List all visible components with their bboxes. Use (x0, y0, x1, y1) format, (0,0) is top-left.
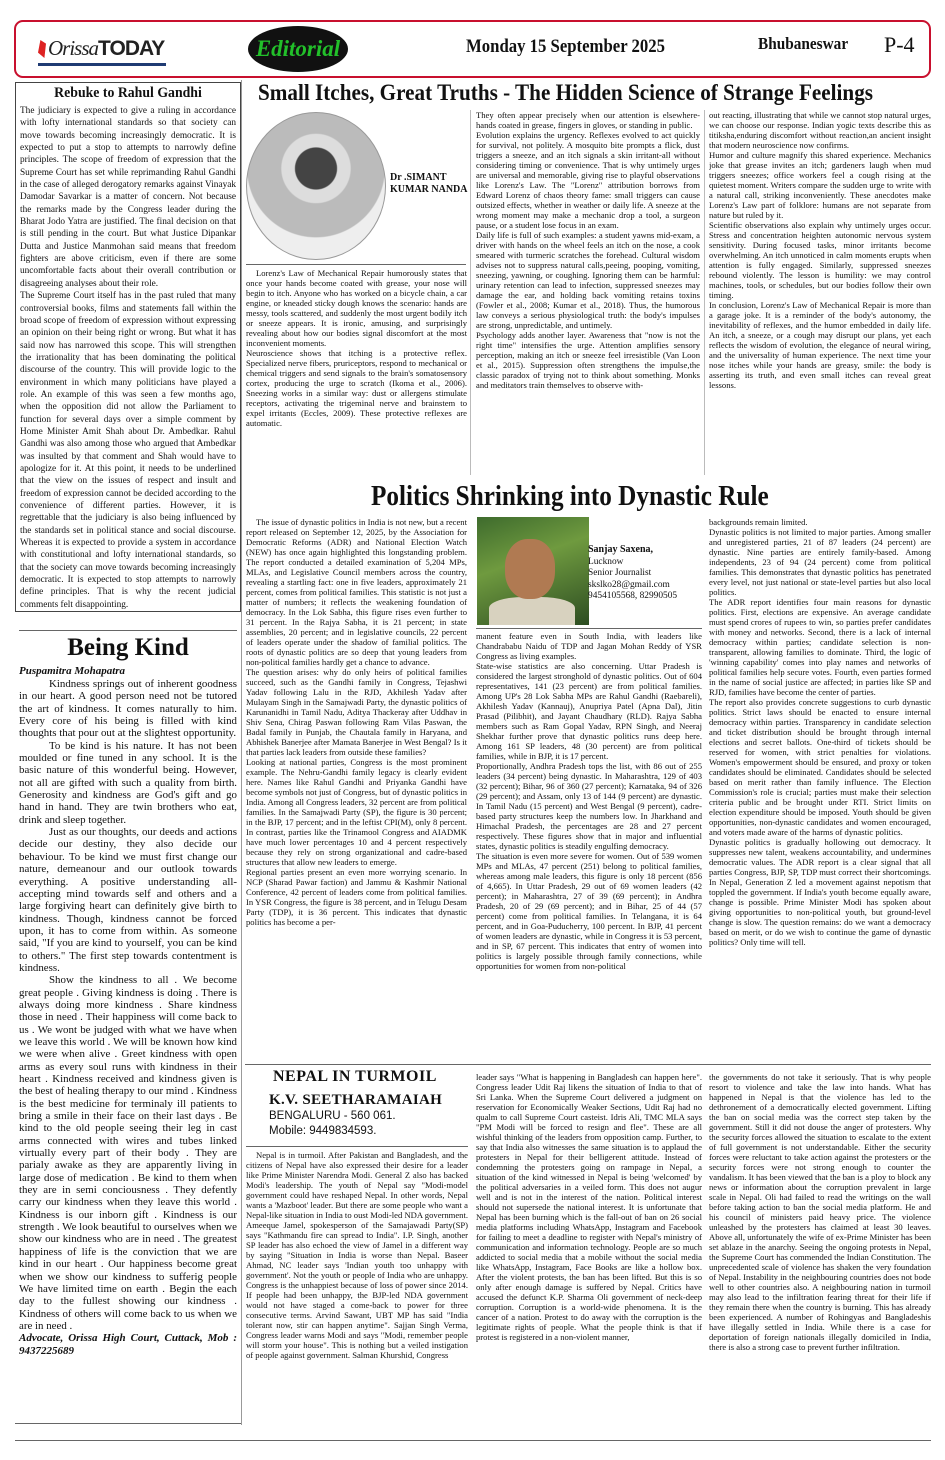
paragraph: The question arises: why do only heirs of political families succeed, such as the Gandhi family in Congress, Tejashwi Yadav following Lalu in the RJD, Akhilesh Yadav after Mulayam Singh in the Samajwadi Party, the dynastic politics of Karunanidhi in Tamil Nadu, Aditya Thackeray after Uddhav in Shiv Sena, Chirag Paswan following Ram Vilas Paswan, the Badal family in Punjab, the Chautala family in Haryana, and Abhishek Banerjee after Mamata Banerjee in West Bengal? Is it that parties lack leaders from outside these families? (246, 667, 467, 757)
paragraph: Looking at national parties, Congress is the most prominent example. The Nehru-Gandhi family legacy is clearly evident here. Names like Rahul Gandhi and Priyanka Gandhi have become symbols not just of Congress, but of dynastic politics in India. Among all Congress leaders, 32 percent are from political families. In the Samajwadi Party (SP), the figure is 30 percent; in the BJP, 17 percent; and in the leftist CPI(M), only 8 percent. In contrast, parties like the Trinamool Congress and AIADMK have much lower percentages 10 and 4 percent respectively because they rely on strong organizational and cadre-based structures that allow new leaders to emerge. (246, 757, 467, 867)
paragraph: leader says "What is happening in Bangladesh can happen here". Congress leader Udit Raj likens the situation of India to that of Sri Lanka. When the Supreme Court delivered a judgment on reservation for Economically Weaker Sections, Udit Raj had no qualm to call Supreme Court casteist. Idris Ali, TMC MLA says "PM Modi will be forced to resign and flee". These are all wishful thinking of the leaders from opposition camp. Further, to say that India also witnesses the same situation is to applaud the protesters in Nepal for their belligerent attitude. Instead of condemning the protesters going on rampage in Nepal, a situation of the kind witnessed in Nepal is being 'welcomed' by the political adversaries in a veiled form. This does not augur well and is not in the interest of the nation. Political interest should not supersede the national interest. It is unfortunate that Nepal has been burning which is the fall-out of ban on 26 social media platforms including WhatsApp, Instagram and Facebook for failing to meet a deadline to register with Nepal's ministry of communication and information technology. People are so much addicted to social media that a mobile without the social media like WhatsApp, Instagram, Face Books are like a hollow box. After the violent protests, the ban has been lifted. But this is so only after enough damage is suffered by Nepal. Critics have accused the defunct K.P. Sharma Oli government of neck-deep corruption. Corruption is a world-wide phenomena. It is the cancer of a nation. Protest to do away with the corruption is the legitimate rights of people. What the people think is that if protest is registered in a non-violent manner, (476, 1072, 702, 1342)
paragraph: Show the kindness to all . We become great people . Giving kindness is doing . There is always doing more kindness . Share kindness those in need . Their happiness will come back to us . We wont be judged with what we have when we leave this world . We will be known how kind we were when alive . Greet kindness with open arms as every soul runs with kindness in their heart . Kindness received and kindness given is the best of healing therapy to our mind . Kindness is the best medicine for terminaly ill patients to bring a smile in their face on their last days . Be kind to the old people seeing their leg in cast arms connected with wires and tubes linked virtually every part of their body . They are parialy awake as they are apparently living in large dose of medication . Be kind to them when they are in semi conciousness . They defently carry our kindness when they leave this world . Kindness is our inborn gift . Kindness is our strength . We look beautiful to ourselves when we show our kindness who are in need . The greatest happiness of life is the conviction that we are kind in our heart . Our happiness become great when we show our kindness to sufferig people We have limited time on earth . Begin the each day to the fullest showing our kindness . Kindness of others will come back to us when we are in need . (19, 974, 237, 1332)
paragraph: Lorenz's Law of Mechanical Repair humorously states that once your hands become coated with grease, your nose will begin to itch. Anyone who has worked on a bicycle chain, a car engine, or kneaded sticky dough knows the scenario: hands are messy, tools scattered, and suddenly the most urgent bodily itch or sneeze appears. It is ironic, amusing, and surprisingly revealing about how our bodies signal discomfort at the most inconvenient moments. (246, 268, 467, 348)
rebuke-editorial (15, 82, 241, 612)
paragraph: Dynastic politics is not limited to major parties. Among smaller and unregistered parties, 21 of 87 leaders (24 percent) are dynastic. Nine parties are entirely family-based. Among independents, 23 of 94 (24 percent) come from political families. This demonstrates that dynastic politics has penetrated every level, not just national or state-level parties but also local politics. (709, 527, 931, 597)
rebuke-title: Rebuke to Rahul Gandhi (54, 85, 202, 101)
paragraph: Nepal is in turmoil. After Pakistan and Bangladesh, and the citizens of Nepal have also expressed their desire for a leader like Prime Minister Narendra Modi. General Z also has backed Modi's leadership. The youth of Nepal say "Modi-model government could have reshaped Nepal. In other words, Nepal wants a 'Mazboot' leader. But there are some people who want a Nepal-like situation in India to oust Modi-led NDA government. Ameeque Jamel, spokesperson of the Samajawadi Party(SP) says "Kathmandu fire can spread to India". I.P. Singh, another SP leader has also echoed the view of Jamel in a different way by saying "Situation in India is worse than Nepal. Baseer Ahmad, NC leader says 'Indian youth too unhappy with government'. Not the youth or people of India who are unhappy. Congress is the unhappiest because of loss of power since 2014. If people had been unhappy, the BJP-led NDA government would not have staged a come-back to power for three consecutive terms. Arvind Sawant, UBT MP has said "India tolerant now, stir can happen anytime". Sajjan Singh Verma, Congress leader warns Modi and says "Modi, remember people will storm your house". This is nothing but a veiled instigation of people against government. Salman Khurshid, Congress (246, 1150, 468, 1360)
logo: OrissaTODAY (38, 36, 164, 61)
author-photo (246, 112, 386, 260)
paragraph: The Supreme Court itself has in the past ruled that many controversial books, films and statements fall within the broad scope of freedom of expression without expressing an opinion on their being right or wrong. But what it has said now has narrowed this scope. This will strengthen the irrationality that has been dominating the political discourse of the country. This will provide logic to the environment in which many politicians have played a role. An example of this was seen a few months ago, when the opposition did not allow the Parliament to function for several days over a simple comment by Home Minister Amit Shah about Dr. Ambedkar. Rahul Gandhi was also among those who argued that Ambedkar was insulted by that comment and Shah would have to apologize for it. At this point, it needs to be underlined that the view on the issues of respect and insult and freedom of expression cannot be decided according to the convenience of different parties. However, it is regrettable that the judiciary is also being influenced by the standards set in political stance and social discourse. Whereas it is expected to provide a system in accordance with constitutional and lofty international standards, so that the society can move towards becoming increasingly democratic. It is expected to stop attempts to narrowly define principles. That is why the recent judicial comments felt disappointing. (20, 291, 236, 610)
paragraph: Just as our thoughts, our deeds and actions decide our destiny, they also decide our behaviour. To be kind we must first change our nature, demeanour and our outlook towards everything. A positive understanding all-accepting mind towards self and others and a large forgiving heart can definitely give birth to kindness. Though, kindness cannot be forced upon, it has to come from within. As someone said, "If you are kind to yourself, you can be kind to others." The first step towards contentment is kindness. (19, 826, 237, 974)
being-kind-article (15, 630, 241, 1420)
author-email: skslko28@gmail.com (588, 579, 670, 590)
paragraph: Psychology adds another layer. Awareness that "now is not the right time" intensifies the urge. Attention amplifies sensory perception, making an itch or sneeze feel irresistible (Van Loon et al., 2015). Suppression often strengthens the impulse,the classic paradox of trying not to think about something. Monks and meditators train themselves to observe with- (476, 330, 700, 390)
author-info: Sanjay Saxena, Lucknow Senior Journalist skslko28@gmail.com 9454105568, 82990505 (588, 544, 678, 602)
paragraph: out reacting, illustrating that while we cannot stop natural urges, we can choose our response. Indian yogic texts describe this as titiksha,enduring discomfort without reaction,an ancient insight that modern neuroscience now confirms. (709, 110, 931, 150)
paragraph: The report also provides concrete suggestions to curb dynastic politics. Strict laws should be enacted to ensure internal democracy within parties. Transparency in candidate selection and ticket distribution should be brought through internal elections and secret ballots. One-third of tickets should be reserved for women, with strict penalties for violations. Women's empowerment should be ensured, and proxy or token candidates should be eliminated. Candidates should be selected based on merit rather than family influence. The Election Commission's role is crucial; parties must make their selection criteria public and be brought under RTI. Strict limits on election expenditure should be imposed. Youth should be given opportunities, non-dynastic candidates and women encouraged, and voters made aware of the harms of dynastic politics. (709, 697, 931, 837)
paragraph: Scientific observations also explain why untimely urges occur. Stress and concentration heighten autonomic nervous system sensitivity. During focused tasks, minor irritants become overwhelming. An itch unnoticed in calm moments erupts when attention is fully engaged. Similarly, suppressed sneezes rebound violently. The lesson is humility: we may control machines, tools, or schedules, but our bodies follow their own timing. (709, 220, 931, 300)
paragraph: The judiciary is expected to give a ruling in accordance with lofty international standards so that society can move towards becoming increasingly democratic. It is expected to put a stop to attempts to narrowly define principles. The scope of freedom of expression that the Supreme Court has set while reprimanding Rahul Gandhi in the case of alleged derogatory remarks against Vinayak Damodar Savarkar is a matter of concern. Not because the remarks made by the Congress leader during the Bharat Jodo Yatra are justified. The final decision on that is still pending in the court. But what Justice Dipankar Dutta and Justice Manmohan said means that freedom fighters are above criticism, even if there are some uncomfortable facts about their overall contribution or disagreeing analyses about their role. (20, 106, 236, 289)
paragraph: Daily life is full of such examples: a student yawns mid-exam, a driver with hands on the wheel feels an itch on the nose, a cook smeared with turmeric scratches the forehead. Cultural wisdom advises not to suppress natural calls,peeing, pooping, vomiting, sneezing, yawning, or coughing. Ignoring them can be harmful: urinary retention can lead to infection, suppressed sneezes may damage the ear, and holding back vomiting retains toxins (Fowler et al., 2008; Kumar et al., 2018). Thus, the humorous law conveys a serious physiological truth: the body's impulses are strong, unpredictable, and untimely. (476, 230, 700, 330)
paragraph: Humor and culture magnify this shared experience. Mechanics joke that grease invites an itch; gardeners laugh when mud triggers sneezes; office workers feel a cough rising at the quietest moment. Writers compare the sudden urge to write with a natural call, striking inconveniently. These anecdotes make Lorenz's Law part of folklore: humans are not separate from nature but ruled by it. (709, 150, 931, 220)
paragraph: The issue of dynastic politics in India is not new, but a recent report released on September 12, 2025, by the Association for Democratic Reforms (ADR) and National Election Watch (NEW) has once again highlighted this longstanding problem. The report conducted a detailed examination of 5,204 MPs, MLAs, and Legislative Council members across the country, revealing a startling fact: one in five leaders, approximately 21 percent, comes from political families. This statistic is not just a matter of numbers; it reflects the weakening foundation of democracy. In the Lok Sabha, this figure rises even further to 31 percent. In the Rajya Sabha, it is 21 percent; in state assemblies, 20 percent; and in legislative councils, 22 percent of leaders operate under the shadow of familial politics. The roots of dynastic politics are so deep that young leaders from non-political families hardly get a chance to advance. (246, 517, 467, 667)
paragraph: To be kind is his nature. It has not been moulded or fine tuned in any school. It is the basic nature of this wonderful being. However, not all are gifted with such a quality from birth. Generosity and kindness are God's gift and go hand in hand. They are twin brothers who eat, drink and sleep together. (19, 739, 237, 826)
issue-date: Monday 15 September 2025 (466, 36, 665, 57)
article-headline: Small Itches, Great Truths - The Hidden Science of Strange Feelings (258, 80, 874, 105)
author-photo (477, 517, 589, 625)
paragraph: State-wise statistics are also concerning. Uttar Pradesh is considered the largest stronghold of dynastic politics. Out of 604 representatives, 141 (23 percent) are from political families. Among UP's 28 Lok Sabha MPs are Rahul Gandhi (Raebareli), Akhilesh Yadav (Kannauj), Anupriya Patel (Apna Dal), Jitin Prasad (Pilibhit), and Jayant Chaudhary (RLD). Rajya Sabha members such as Ram Gopal Yadav, RPN Singh, and Neeraj Shekhar further prove that dynastic politics runs deep here. Among 161 SP leaders, 48 (30 percent) are from political families, while in BJP, it is 17 percent. (476, 661, 702, 761)
paragraph: In conclusion, Lorenz's Law of Mechanical Repair is more than a garage joke. It is a reminder of the body's autonomy, the inevitability of reflexes, and the humor embedded in daily life. An itch, a sneeze, or a cough may disrupt our plans, yet each reflects the wisdom of evolution, the elegance of neural wiring, and the universality of human experience. The next time your nose itches while your hands are greasy, smile: the body is asserting its truth, and even small itches can reveal great lessons. (709, 300, 931, 390)
section-badge: Editorial (248, 26, 348, 72)
paragraph: The ADR report identifies four main reasons for dynastic politics. First, elections are expensive. An average candidate must spend crores of rupees to win, so parties prefer candidates with money and networks. Second, there is a lack of internal democracy within parties; candidate selection is non-transparent, allowing families to dominate. Third, the logic of 'winning capability' comes into play names and networks of political families help secure votes. Fourth, even parties formed in the name of social justice are affected; in parties like SP and RJD, families have become the center of parties. (709, 597, 931, 697)
paragraph: Regional parties present an even more worrying scenario. In NCP (Sharad Pawar faction) and Jammu & Kashmir National Conference, 42 percent of leaders come from political families. In YSR Congress, the figure is 38 percent, and in Telugu Desam Party (TDP), it is 36 percent. This indicates that dynastic politics has become a per- (246, 867, 467, 927)
odisha-map-icon (38, 40, 46, 58)
paragraph: backgrounds remain limited. (709, 517, 808, 527)
author-name: Dr .SIMANT KUMAR NANDA (390, 172, 468, 195)
nepal-article-header: NEPAL IN TURMOIL K.V. SEETHARAMAIAH BENGALURU - 560 061. Mobile: 9449834593. (245, 1068, 469, 1139)
article-headline: Politics Shrinking into Dynastic Rule (371, 481, 769, 512)
paragraph: manent feature even in South India, with leaders like Chandrababu Naidu of TDP and Jagan Mohan Reddy of YSR Congress as living examples. (476, 631, 702, 661)
paragraph: Evolution explains the urgency. Reflexes evolved to act quickly for survival, not politely. A mosquito bite prompts a flick, dust triggers a sneeze, and an itch signals a skin irritant-all without considering timing or convenience. That is why untimely urges are universal and memorable, giving rise to playful observations like Lorenz's Law. The "Lorenz" attribution borrows from Edward Lorenz of chaos theory fame: small triggers can cause outsized effects, whether in weather or daily life. A sneeze at the wrong moment may make a mechanic drop a tool, a surgeon pause, or a student lose focus in an exam. (476, 130, 700, 230)
paragraph: Kindness springs out of inherent goodness in our heart. A good person need not be tutored the art of kindness. It comes naturally to him. Every core of his being is filled with kind thoughts that pour out at the slightest opportunity. (19, 678, 237, 740)
paragraph: Neuroscience shows that itching is a protective reflex. Specialized nerve fibers, pruriceptors, respond to mechanical or chemical triggers and send signals to the brain's somatosensory cortex, producing the urge to scratch (Ikoma et al., 2006). Sneezing works in a similar way: dust or allergens stimulate receptors, activating the trigeminal nerve and brainstem to expel irritants (Eccles, 2009). These protective reflexes are automatic. (246, 348, 467, 428)
being-kind-title: Being Kind (67, 634, 189, 661)
article-headline: NEPAL IN TURMOIL (273, 1068, 437, 1085)
paragraph: Dynastic politics is gradually hollowing out democracy. It suppresses new talent, weakens accountability, and undermines democratic values. The ADR report is a clear signal that all parties Congress, BJP, SP, TDP must correct their shortcomings. In Nepal, Generation Z led a movement against nepotism that toppled the government. If India's youth become equally aware, change is possible. Prime Minister Modi has spoken about giving opportunities to non-political youth, but ground-level change is slow. The question remains: do we want a democracy based on merit, or do we wish to continue the game of dynastic politics? Only time will tell. (709, 837, 931, 947)
paragraph: the governments do not take it seriously. That is why people resort to violence and take the law into hands. What has happened in Nepal is that the violence has led to the dethronement of a democratically elected government. Lifting the ban on social media was the correct step taken by the government. Still it did not douse the anger of protesters. Why the security forces allowed the situation to escalate to the extent of full government is not understandable. Either the security forces were reluctant to take action against the protesters or the security forces were not strong enough to counter the vandalism. It has been viewed that the ban is a ploy to block any news or information about the corruption prevalent in large scale in Nepal. Oli had failed to read the writings on the wall before taking action to ban the social media platform. He and his council of ministers paid heavy price. The violence unleashed by the protesters has claimed at least 30 leaves. Above all, unfortunately the wife of ex-Prime Minister has been set ablaze in the anarchy. Seeing the ongoing protests in Nepal, the Supreme Court has commended the Indian Constitution. The unprecedented scale of violence has shaken the very foundation of Nepal. Instability in the neighbouring countries does not bode well to other countries also. A neighbouring nation in turmoil may also lead to the infiltration fearing threat for their life if they remain there when the country is burning. This has already been experienced. A number of Rohingyas and Bangladeshis have illegally settled in India. While there is a case for deportation of foreign nationals illegally domiciled in India, there is also a strong case to prevent further infiltration. (709, 1072, 931, 1352)
paragraph: The situation is even more severe for women. Out of 539 women MPs and MLAs, 47 percent (251) belong to political families, whereas among male leaders, this figure is only 18 percent (856 of 4,665). In Uttar Pradesh, 29 out of 69 women leaders (42 percent); in Maharashtra, 27 of 39 (69 percent); in Andhra Pradesh, 20 of 29 (69 percent); and in Bihar, 25 of 44 (57 percent) come from political families. In Telangana, it is 64 percent, and in Goa-Puducherry, 100 percent. In BJP, 41 percent of women leaders are dynastic, while in Congress it is 53 percent, and in SP, 67 percent. This indicates that entry of women into politics is largely possible through family connections, while opportunities for women from non-political (476, 851, 702, 971)
byline: Puspamitra Mohapatra (19, 665, 126, 677)
author-phone: 9454105568, 82990505 (588, 591, 678, 602)
paragraph: They often appear precisely when our attention is elsewhere-hands coated in grease, fingers in gloves, or standing in public. (476, 110, 700, 130)
author-signature: Advocate, Orissa High Court, Cuttack, Mob : 9437225689 (19, 1332, 237, 1357)
author-name: K.V. SEETHARAMAIAH (269, 1092, 443, 1108)
paragraph: Proportionally, Andhra Pradesh tops the list, with 86 out of 255 leaders (34 percent) being dynastic. In Maharashtra, 129 of 403 (32 percent); Bihar, 96 of 360 (27 percent); Karnataka, 94 of 326 (29 percent); and Assam, only 13 of 144 (9 percent) are dynastic. In Tamil Nadu (15 percent) and West Bengal (9 percent), cadre-based party structures keep the numbers low. In Jharkhand and Himachal Pradesh, the percentages are 28 and 27 percent respectively. These figures show that in major and influential states, dynastic politics is steadily engulfing democracy. (476, 761, 702, 851)
masthead (14, 20, 931, 78)
page-number: P-4 (884, 32, 915, 57)
edition-city: Bhubaneswar (758, 34, 849, 53)
